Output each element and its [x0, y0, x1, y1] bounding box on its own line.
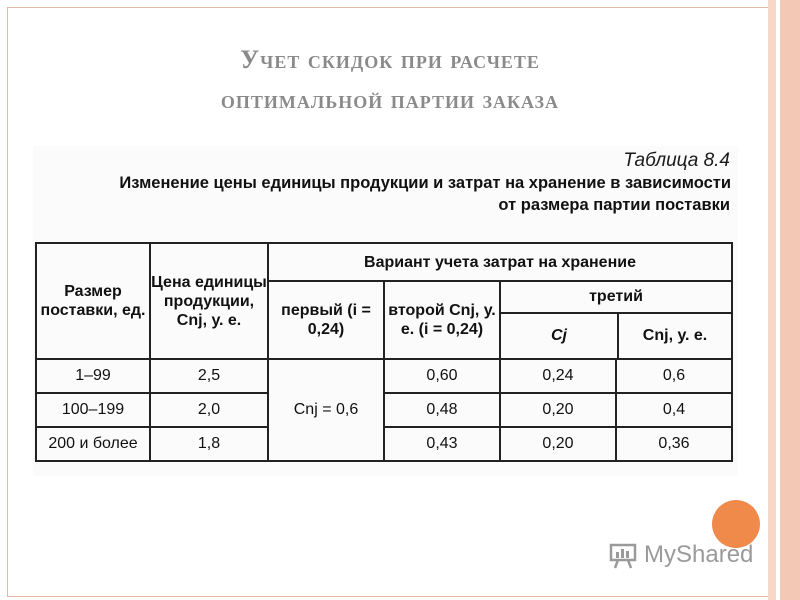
slide-title-line1: Учет скидок при расчете	[240, 45, 540, 74]
table-row	[36, 359, 732, 393]
cell-second: 0,48	[384, 393, 500, 427]
table-row	[36, 427, 732, 461]
cell-price: 2,0	[150, 393, 268, 427]
cell-size: 200 и более	[36, 427, 150, 461]
slide-title-line2: оптимальной партии заказа	[220, 85, 560, 114]
presentation-board-icon	[608, 540, 638, 570]
cell-third-b: 0,6	[616, 359, 732, 393]
scanned-table-image	[33, 146, 738, 476]
header-size: Размер поставки, ед.	[36, 243, 150, 359]
cell-second: 0,43	[384, 427, 500, 461]
storage-cost-table	[35, 242, 733, 462]
decorative-right-stripe	[768, 0, 800, 600]
header-third: третий	[501, 282, 731, 314]
cell-size: 1–99	[36, 359, 150, 393]
cell-price: 1,8	[150, 427, 268, 461]
header-price: Цена единицы продукции, Cnj, у. е.	[150, 243, 268, 359]
header-variant: Вариант учета затрат на хранение	[268, 243, 732, 281]
header-first: первый (i = 0,24)	[268, 281, 384, 359]
cell-price: 2,5	[150, 359, 268, 393]
slide-title	[60, 40, 720, 120]
myshared-logo[interactable]	[608, 538, 753, 572]
cell-third-a: 0,24	[500, 359, 616, 393]
cell-size: 100–199	[36, 393, 150, 427]
header-third-b: Cnj, у. е.	[642, 327, 708, 344]
cell-first-merged: Cnj = 0,6	[268, 359, 384, 461]
cell-second: 0,60	[384, 359, 500, 393]
header-second: второй Cnj, у. е. (i = 0,24)	[384, 281, 500, 359]
table-row	[36, 393, 732, 427]
cell-third-b: 0,4	[616, 393, 732, 427]
header-third-a: Cj	[501, 314, 619, 358]
logo-text: MyShared	[644, 541, 754, 568]
cell-third-a: 0,20	[500, 427, 616, 461]
table-caption-line2: от размера партии поставки	[498, 196, 730, 214]
table-caption-line1: Изменение цены единицы продукции и затрат на хранение в зависимости	[119, 174, 731, 192]
table-number: Таблица 8.4	[623, 150, 730, 171]
header-third-group	[500, 281, 732, 359]
cell-third-b: 0,36	[616, 427, 732, 461]
cell-third-a: 0,20	[500, 393, 616, 427]
